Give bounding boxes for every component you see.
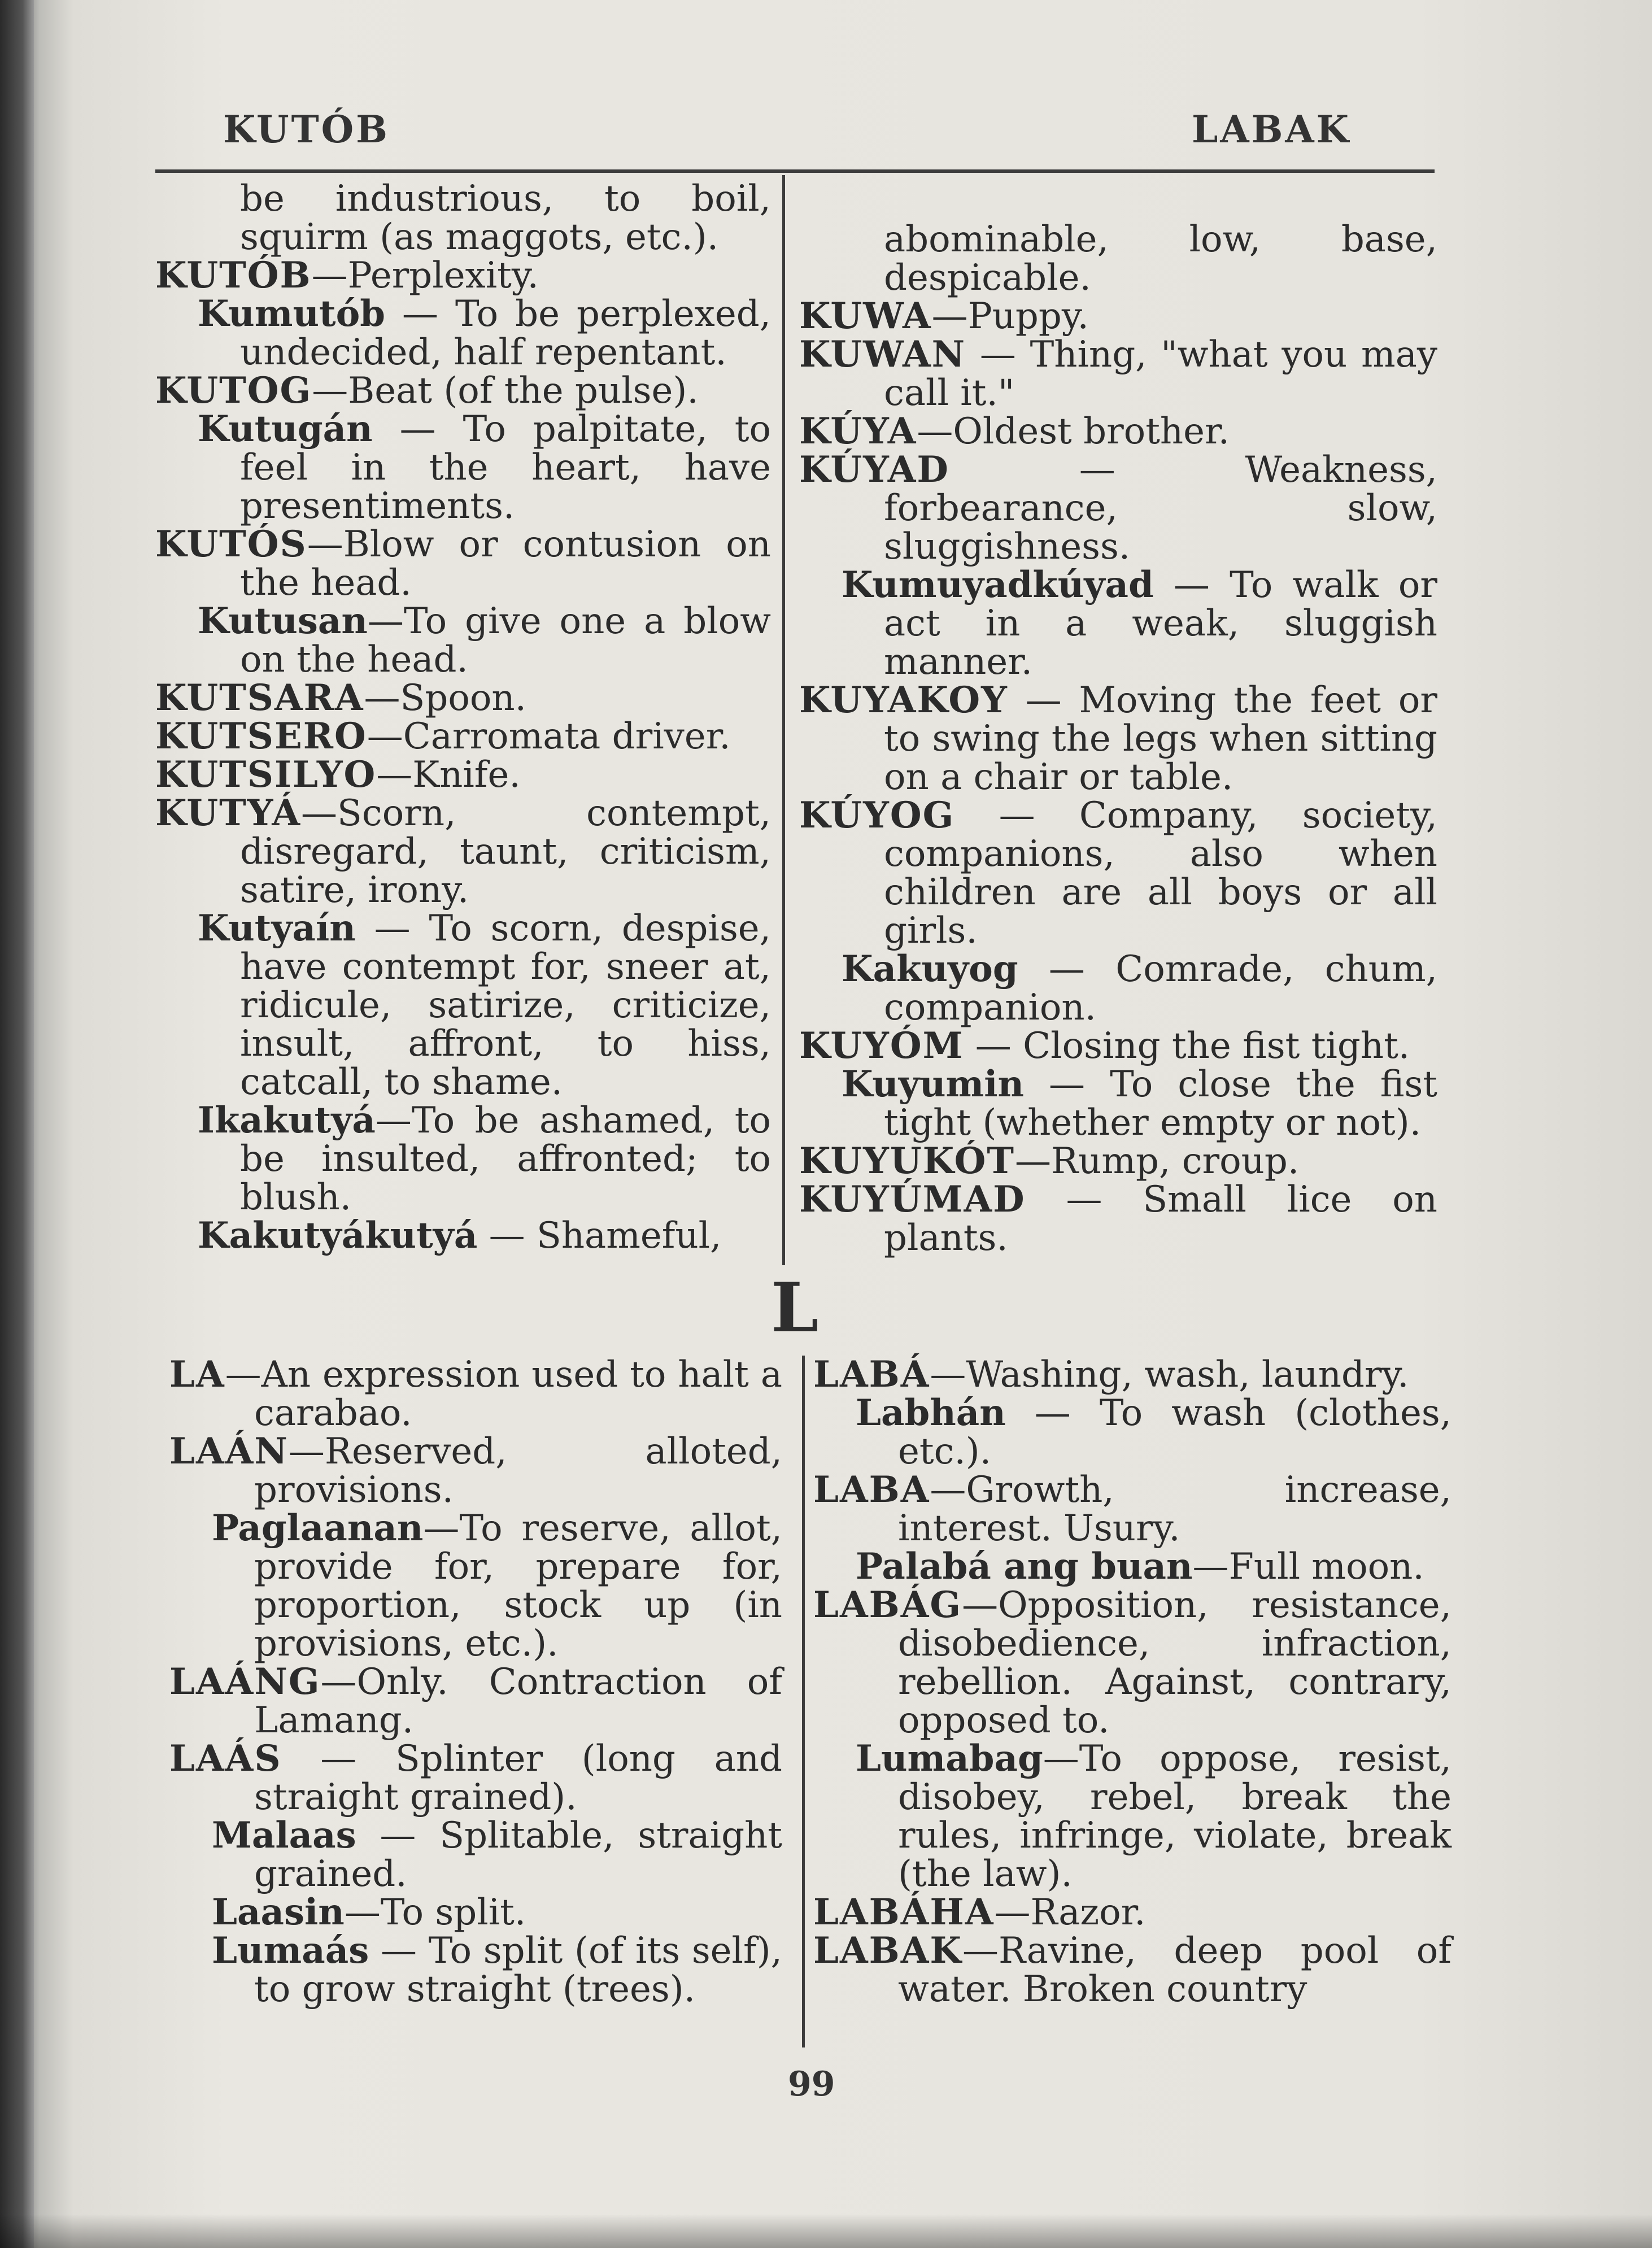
dictionary-entry bbox=[169, 1353, 782, 1434]
subheadword: Kumutób bbox=[198, 293, 385, 335]
book-spine-shadow bbox=[0, 0, 34, 2248]
headword: LABA bbox=[813, 1469, 930, 1511]
definition-text: —To split. bbox=[344, 1892, 526, 1933]
dictionary-entry bbox=[155, 794, 771, 909]
definition-text: —Reserved, alloted, provisions. bbox=[254, 1431, 782, 1511]
dictionary-subentry bbox=[799, 950, 1437, 1027]
dictionary-entry bbox=[799, 448, 1437, 568]
dictionary-subentry bbox=[155, 410, 771, 525]
dictionary-entry bbox=[799, 1142, 1437, 1180]
dictionary-entry bbox=[155, 525, 771, 602]
definition-text: —Razor. bbox=[994, 1892, 1146, 1933]
running-head-right: LABAK bbox=[1192, 107, 1351, 151]
dictionary-subentry bbox=[169, 1929, 782, 2010]
definition-text: —To oppose, resist, disobey, rebel, break the rules, infringe, violate, break (the law). bbox=[898, 1738, 1452, 1895]
dictionary-entry bbox=[169, 1663, 782, 1740]
dictionary-entry bbox=[799, 1180, 1437, 1257]
dictionary-entry bbox=[155, 369, 771, 412]
definition-text: — To scorn, despise, have contempt for, sneer at, ridicule, satirize, criticize, insult, affront, to hiss, catcall, to shame. bbox=[240, 908, 771, 1103]
headword: KUYÓM bbox=[799, 1025, 964, 1067]
dictionary-entry bbox=[155, 256, 771, 295]
subheadword: Kakutyákutyá bbox=[198, 1214, 478, 1257]
definition-text: —An expression used to halt a carabao. bbox=[225, 1354, 782, 1434]
definition-text: — Splinter (long and straight grained). bbox=[254, 1738, 782, 1818]
definition-text: —Scorn, contempt, disregard, taunt, criticism, satire, irony. bbox=[240, 792, 771, 911]
running-head-left: KUTÓB bbox=[223, 107, 390, 151]
definition-text: — Comrade, chum, companion. bbox=[884, 948, 1437, 1029]
dictionary-entry bbox=[155, 679, 771, 717]
headword: KUWAN bbox=[799, 333, 966, 376]
dictionary-entry bbox=[799, 333, 1437, 414]
entry-continuation bbox=[799, 220, 1437, 297]
dictionary-subentry bbox=[155, 602, 771, 679]
definition-text: — To be perplexed, undecided, half repentant. bbox=[240, 293, 771, 373]
definition-text: —Full moon. bbox=[1192, 1546, 1424, 1588]
dictionary-subentry bbox=[799, 566, 1437, 681]
page-number: 99 bbox=[788, 2064, 835, 2104]
column-top-right bbox=[799, 220, 1437, 1257]
definition-text: —To be ashamed, to be insulted, affronted; to blush. bbox=[240, 1100, 771, 1218]
definition-text: — Closing the fist tight. bbox=[964, 1025, 1410, 1067]
definition-text: —Rump, croup. bbox=[1014, 1140, 1300, 1182]
headword: KUWA bbox=[799, 295, 932, 337]
definition-text: —Perplexity. bbox=[311, 255, 539, 297]
headword: KÚYOG bbox=[799, 794, 955, 837]
dictionary-subentry bbox=[155, 1101, 771, 1217]
definition-text: —Ravine, deep pool of water. Broken country bbox=[898, 1930, 1452, 2010]
headword: LAÁS bbox=[169, 1737, 282, 1780]
headword: KUYÚMAD bbox=[799, 1178, 1026, 1221]
definition-text: —Puppy. bbox=[931, 295, 1089, 337]
subheadword: Kutyaín bbox=[198, 907, 356, 949]
definition-text: — Moving the feet or to swing the legs when sitting on a chair or table. bbox=[884, 679, 1437, 798]
dictionary-subentry bbox=[155, 295, 771, 372]
definition-text: — To close the fist tight (whether empty or not). bbox=[884, 1064, 1437, 1144]
definition-text: —Growth, increase, interest. Usury. bbox=[898, 1469, 1452, 1549]
headword: KUYUKÓT bbox=[799, 1140, 1015, 1182]
definition-text: —Oldest brother. bbox=[917, 411, 1230, 452]
dictionary-entry bbox=[155, 717, 771, 756]
subheadword: Palabá ang buan bbox=[856, 1545, 1193, 1588]
subheadword: Lumabag bbox=[856, 1737, 1043, 1780]
subheadword: Lumaás bbox=[212, 1929, 369, 1972]
headword: LABÁHA bbox=[813, 1891, 995, 1933]
headword: KUYAKOY bbox=[799, 679, 1008, 721]
headword: KUTYÁ bbox=[155, 792, 302, 834]
headword: KUTSARA bbox=[155, 677, 364, 719]
headword: LAÁNG bbox=[169, 1661, 321, 1703]
headword: LABÁ bbox=[813, 1353, 930, 1396]
subheadword: Paglaanan bbox=[212, 1507, 424, 1549]
definition-text: —To reserve, allot, provide for, prepare for, proportion, stock up (in provisions, etc.). bbox=[254, 1508, 782, 1665]
dictionary-entry bbox=[155, 753, 771, 796]
definition-text: —Blow or contusion on the head. bbox=[240, 524, 771, 604]
definition-text: be industrious, to boil, squirm (as maggots, etc.). bbox=[240, 178, 771, 258]
dictionary-subentry bbox=[169, 1893, 782, 1932]
headword: LABAK bbox=[813, 1929, 963, 1972]
definition-text: abominable, low, base, despicable. bbox=[884, 219, 1437, 299]
dictionary-subentry bbox=[799, 1065, 1437, 1142]
headword: LABÁG bbox=[813, 1584, 962, 1626]
headword: KUTOG bbox=[155, 369, 312, 412]
dictionary-entry bbox=[813, 1586, 1452, 1740]
definition-text: —Beat (of the pulse). bbox=[312, 370, 699, 412]
definition-text: — Weakness, forbearance, slow, sluggishness. bbox=[884, 449, 1437, 568]
dictionary-entry bbox=[799, 681, 1437, 796]
dictionary-subentry bbox=[169, 1816, 782, 1893]
column-top-left bbox=[155, 180, 771, 1255]
definition-text: —Carromata driver. bbox=[367, 716, 731, 757]
headword: KUTSILYO bbox=[155, 753, 377, 796]
headword: KUTÓS bbox=[155, 523, 307, 565]
subheadword: Kakuyog bbox=[842, 948, 1018, 990]
subheadword: Kumuyadkúyad bbox=[842, 564, 1154, 606]
subheadword: Kutugán bbox=[198, 408, 373, 450]
entry-continuation bbox=[155, 180, 771, 256]
section-letter: L bbox=[771, 1268, 819, 1348]
headword: LAÁN bbox=[169, 1430, 289, 1472]
definition-text: — Shameful, bbox=[477, 1215, 722, 1257]
definition-text: —Knife. bbox=[376, 754, 521, 796]
definition-text: — Thing, "what you may call it." bbox=[884, 334, 1437, 414]
headword: KUTÓB bbox=[155, 254, 312, 297]
subheadword: Labhán bbox=[856, 1392, 1006, 1434]
definition-text: —Opposition, resistance, disobedience, infraction, rebellion. Against, contrary, opposed to. bbox=[898, 1584, 1452, 1741]
subheadword: Laasin bbox=[212, 1891, 345, 1933]
dictionary-subentry bbox=[155, 909, 771, 1101]
headword: LA bbox=[169, 1353, 225, 1396]
column-divider-top bbox=[782, 175, 785, 1265]
dictionary-subentry bbox=[813, 1737, 1452, 1895]
headword: KUTSERO bbox=[155, 715, 367, 757]
definition-text: — To walk or act in a weak, sluggish manner. bbox=[884, 564, 1437, 683]
definition-text: — Splitable, straight grained. bbox=[254, 1815, 782, 1895]
definition-text: — To split (of its self), to grow straight (trees). bbox=[254, 1930, 782, 2010]
dictionary-subentry bbox=[155, 1214, 771, 1257]
dictionary-entry bbox=[169, 1432, 782, 1509]
dictionary-subentry bbox=[813, 1394, 1452, 1471]
dictionary-subentry bbox=[813, 1545, 1452, 1588]
dictionary-entry bbox=[799, 796, 1437, 950]
dictionary-entry bbox=[799, 297, 1437, 336]
definition-text: —Only. Contraction of Lamang. bbox=[254, 1661, 782, 1741]
dictionary-entry bbox=[813, 1471, 1452, 1548]
subheadword: Kutusan bbox=[198, 600, 368, 642]
subheadword: Kuyumin bbox=[842, 1063, 1025, 1105]
subheadword: Malaas bbox=[212, 1814, 356, 1857]
subheadword: Ikakutyá bbox=[198, 1099, 376, 1142]
definition-text: —Spoon. bbox=[364, 677, 526, 719]
header-rule bbox=[155, 169, 1435, 173]
dictionary-entry bbox=[813, 1353, 1452, 1396]
dictionary-entry bbox=[799, 1027, 1437, 1065]
definition-text: — Small lice on plants. bbox=[884, 1179, 1437, 1259]
bottom-edge-shadow bbox=[0, 2214, 1652, 2248]
definition-text: —Washing, wash, laundry. bbox=[930, 1354, 1409, 1396]
dictionary-subentry bbox=[169, 1509, 782, 1663]
column-bottom-right bbox=[813, 1353, 1452, 2010]
column-divider-bottom bbox=[802, 1356, 805, 2047]
headword: KÚYAD bbox=[799, 448, 949, 491]
definition-text: — To wash (clothes, etc.). bbox=[898, 1392, 1452, 1472]
column-bottom-left bbox=[169, 1353, 782, 2010]
definition-text: — To palpitate, to feel in the heart, have presentiments. bbox=[240, 408, 771, 527]
dictionary-entry bbox=[813, 1893, 1452, 1932]
headword: KÚYA bbox=[799, 410, 917, 452]
definition-text: — Company, society, companions, also when children are all boys or all girls. bbox=[884, 795, 1437, 952]
dictionary-entry bbox=[169, 1737, 782, 1818]
dictionary-entry bbox=[813, 1929, 1452, 2010]
dictionary-entry bbox=[799, 412, 1437, 451]
definition-text: —To give one a blow on the head. bbox=[240, 600, 771, 681]
